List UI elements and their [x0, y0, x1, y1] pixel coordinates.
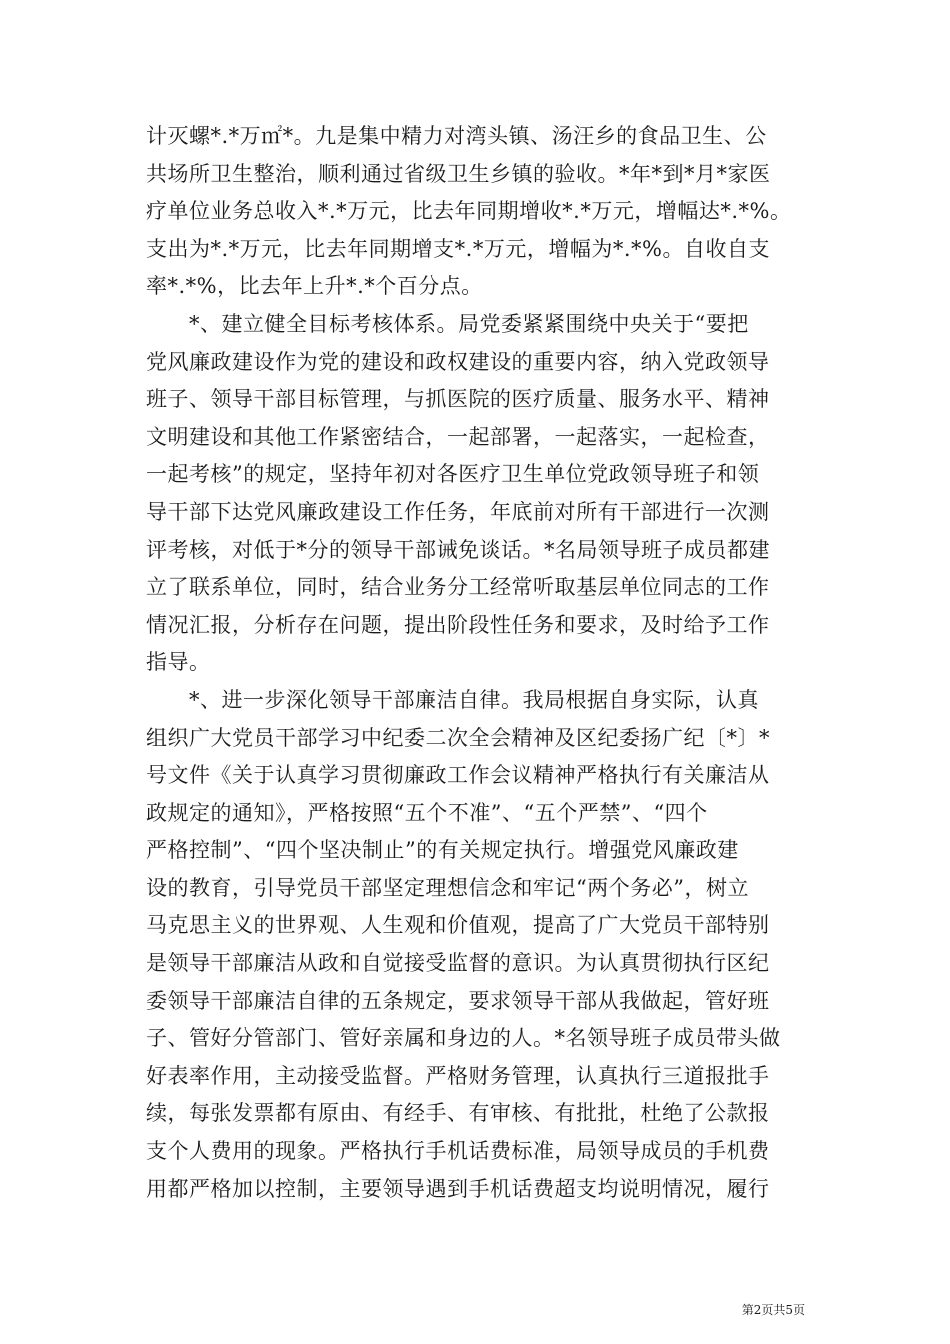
- text-line: 立了联系单位，同时，结合业务分工经常听取基层单位同志的工作: [146, 575, 770, 600]
- text-line: 疗单位业务总收入*.*万元，比去年同期增收*.*万元，增幅达*.*%。: [146, 199, 792, 224]
- text-line: 率*.*%，比去年上升*.*个百分点。: [146, 274, 483, 299]
- text-line: 马克思主义的世界观、人生观和价值观，提高了广大党员干部特别: [146, 913, 770, 938]
- text-line: 号文件《关于认真学习贯彻廉政工作会议精神严格执行有关廉洁从: [146, 763, 770, 788]
- text-line: 支出为*.*万元，比去年同期增支*.*万元，增幅为*.*%。自收自支: [146, 236, 770, 261]
- text-line: *、建立健全目标考核体系。局党委紧紧围绕中央关于“要把: [146, 311, 749, 336]
- text-line: 好表率作用，主动接受监督。严格财务管理，认真执行三道报批手: [146, 1063, 770, 1088]
- text-line: 计灭螺*.*万㎡*。九是集中精力对湾头镇、汤汪乡的食品卫生、公: [146, 124, 767, 148]
- text-line: 用都严格加以控制，主要领导遇到手机话费超支均说明情况，履行: [146, 1176, 770, 1201]
- text-line: 严格控制”、“四个坚决制止”的有关规定执行。增强党风廉政建: [146, 838, 739, 863]
- text-line: *、进一步深化领导干部廉洁自律。我局根据自身实际，认真: [146, 687, 759, 712]
- text-line: 子、管好分管部门、管好亲属和身边的人。*名领导班子成员带头做: [146, 1026, 781, 1051]
- text-line: 评考核，对低于*分的领导干部诫免谈话。*名局领导班子成员都建: [146, 537, 770, 562]
- text-line: 一起考核”的规定，坚持年初对各医疗卫生单位党政领导班子和领: [146, 462, 760, 487]
- text-line: 导干部下达党风廉政建设工作任务，年底前对所有干部进行一次测: [146, 499, 770, 524]
- text-line: 政规定的通知》，严格按照“五个不准”、“五个严禁”、“四个: [146, 800, 708, 825]
- text-line: 支个人费用的现象。严格执行手机话费标准，局领导成员的手机费: [146, 1139, 770, 1164]
- page-number-footer: 第2页共5页: [741, 1303, 805, 1317]
- text-line: 组织广大党员干部学习中纪委二次全会精神及区纪委扬广纪〔*〕*: [146, 725, 770, 750]
- text-line: 委领导干部廉洁自律的五条规定，要求领导干部从我做起，管好班: [146, 988, 770, 1013]
- text-line: 是领导干部廉洁从政和自觉接受监督的意识。为认真贯彻执行区纪: [146, 951, 770, 976]
- text-line: 共场所卫生整治，顺利通过省级卫生乡镇的验收。*年*到*月*家医: [146, 161, 771, 186]
- text-line: 党风廉政建设作为党的建设和政权建设的重要内容，纳入党政领导: [146, 349, 770, 374]
- text-line: 续，每张发票都有原由、有经手、有审核、有批批，杜绝了公款报: [146, 1101, 770, 1126]
- text-line: 情况汇报，分析存在问题，提出阶段性任务和要求，及时给予工作: [146, 612, 770, 637]
- text-line: 设的教育，引导党员干部坚定理想信念和牢记“两个务必”，树立: [146, 875, 749, 900]
- body-text: [146, 118, 808, 1208]
- text-line: 指导。: [146, 650, 211, 675]
- text-line: 班子、领导干部目标管理，与抓医院的医疗质量、服务水平、精神: [146, 387, 770, 412]
- text-line: 文明建设和其他工作紧密结合，一起部署，一起落实，一起检查，: [146, 424, 770, 449]
